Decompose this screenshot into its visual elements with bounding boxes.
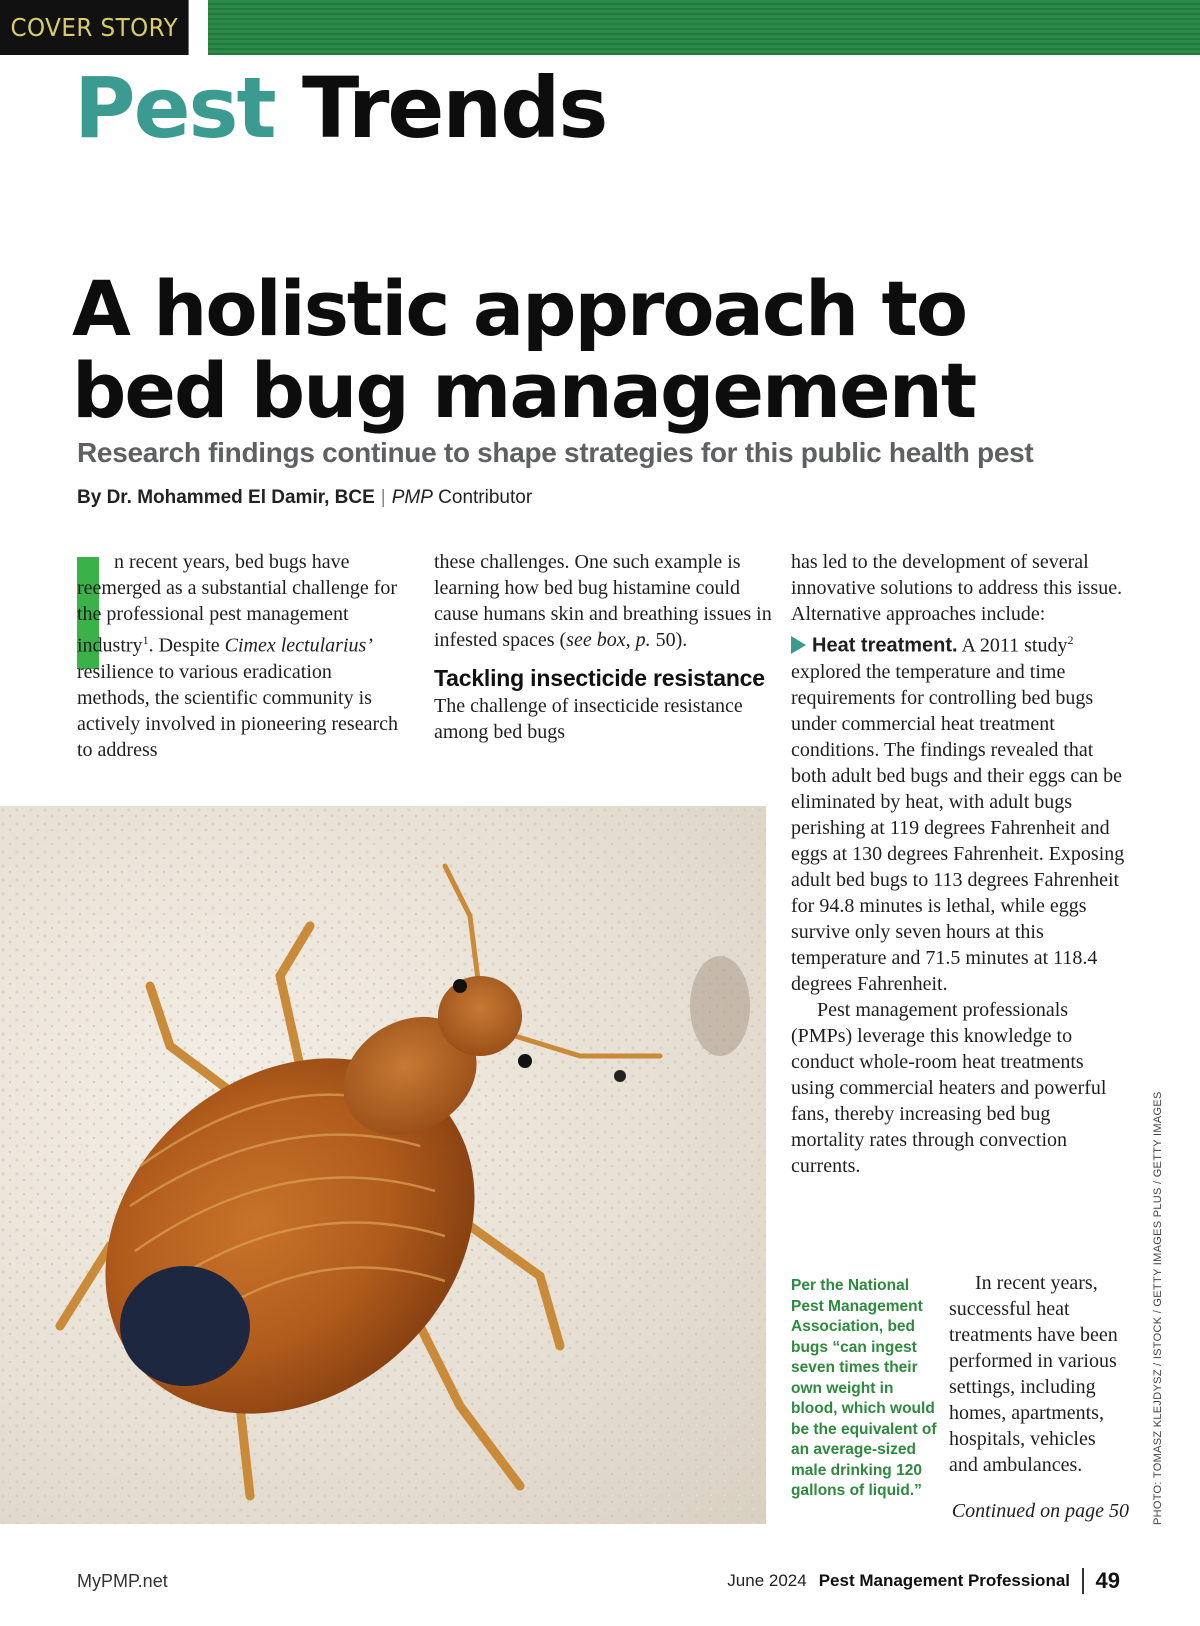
bullet-text-a: A 2011 study [957, 634, 1068, 657]
continued-line: Continued on page 50 [951, 1500, 1129, 1522]
headline-line-1: A holistic approach to [72, 264, 967, 353]
body-column-1 [77, 549, 407, 763]
col1-text-b: . Despite [148, 634, 225, 657]
bed-bug-illustration [0, 806, 766, 1524]
byline-role: Contributor [438, 487, 533, 508]
body-column-2 [434, 549, 774, 745]
see-box-ref: see box, p. [566, 629, 651, 651]
pull-quote: Per the National Pest Management Association, bed bugs “can ingest seven times their own weight in blood, which would be the equivalent of an average-sized male drinking 120 gallons of liquid.” [791, 1277, 937, 1499]
col1-text-c: resilience to various eradication methods, the scientific community is actively involved in pioneering research to address [77, 660, 398, 761]
footer-magazine-name: Pest Management Professional [818, 1571, 1071, 1590]
top-banner [0, 0, 1200, 55]
department-title [74, 58, 606, 159]
bullet-text-b: explored the temperature and time requirements for controlling bed bugs under commercial heat treatment conditions. The findings revealed that both adult bed bugs and their eggs can be eliminated by heat, with adult bugs perishing at 119 degrees Fahrenheit and eggs at 130 degrees Fahrenheit. Exposing adult bed bugs to 113 degrees Fahrenheit for 94.8 minutes is lethal, while eggs survive only seven hours at this temperature and 71.5 minutes at 118.4 degrees Fahrenheit. [791, 660, 1125, 995]
headline-line-2: bed bug management [72, 346, 976, 435]
bed-bug-photo [0, 806, 766, 1524]
byline-separator: | [380, 487, 386, 508]
page-number: 49 [1095, 1568, 1120, 1593]
footer-website: MyPMP.net [77, 1571, 168, 1591]
heat-treatment-bullet [791, 627, 1126, 997]
footnote-ref-2: 2 [1067, 633, 1074, 647]
col2-text-b: 50). [650, 629, 688, 651]
bullet-arrow-icon [791, 636, 806, 654]
byline-author: By Dr. Mohammed El Damir, BCE [77, 487, 375, 508]
byline-publication: PMP [391, 487, 433, 508]
col2-text-a: these challenges. One such example is learning how bed bug histamine could cause humans skin and breathing issues in infested spaces ( [434, 551, 772, 651]
species-name: Cimex lectularius’ [224, 634, 373, 657]
article-headline [72, 264, 1072, 435]
footer-date: June 2024 [727, 1571, 807, 1590]
department-word-pest: Pest [74, 59, 275, 157]
article-deck: Research findings continue to shape strategies for this public health pest [77, 437, 1034, 468]
body-column-3-continued [949, 1250, 1129, 1544]
byline [77, 487, 532, 509]
page-footer [0, 1565, 1200, 1605]
department-word-trends: Trends [301, 59, 607, 157]
footnote-ref-1: 1 [142, 633, 149, 647]
section-label: COVER STORY [0, 0, 189, 55]
footer-folio [727, 1565, 1120, 1597]
photo-credit: PHOTO: TOMASZ KLEJDYSZ / ISTOCK / GETTY IMAGES PLUS / GETTY IMAGES [1152, 1091, 1164, 1525]
body-column-3 [791, 549, 1126, 1179]
col1-text-a: n recent years, bed bugs have reemerged as a substantial challenge for the professional pest management industry [77, 551, 398, 657]
col2-paragraph [434, 549, 774, 653]
bullet-label: Heat treatment. [812, 634, 958, 657]
col2-paragraph-2: The challenge of insecticide resistance among bed bugs [434, 695, 743, 743]
col1-paragraph [77, 549, 407, 763]
col3-paragraph-2: Pest management professionals (PMPs) leverage this knowledge to conduct whole-room heat treatments using commercial heaters and powerful fans, thereby increasing bed bug mortality rates through convection currents. [791, 998, 1107, 1177]
col3-intro: has led to the development of several innovative solutions to address this issue. Alternative approaches include: [791, 551, 1123, 625]
subhead-insecticide-resistance: Tackling insecticide resistance [434, 665, 765, 691]
col3-paragraph-3: In recent years, successful heat treatments have been performed in various settings, including homes, apartments, hospitals, vehicles and ambulances. [949, 1272, 1118, 1476]
footer-divider [1082, 1568, 1084, 1594]
header-color-band [208, 0, 1200, 55]
